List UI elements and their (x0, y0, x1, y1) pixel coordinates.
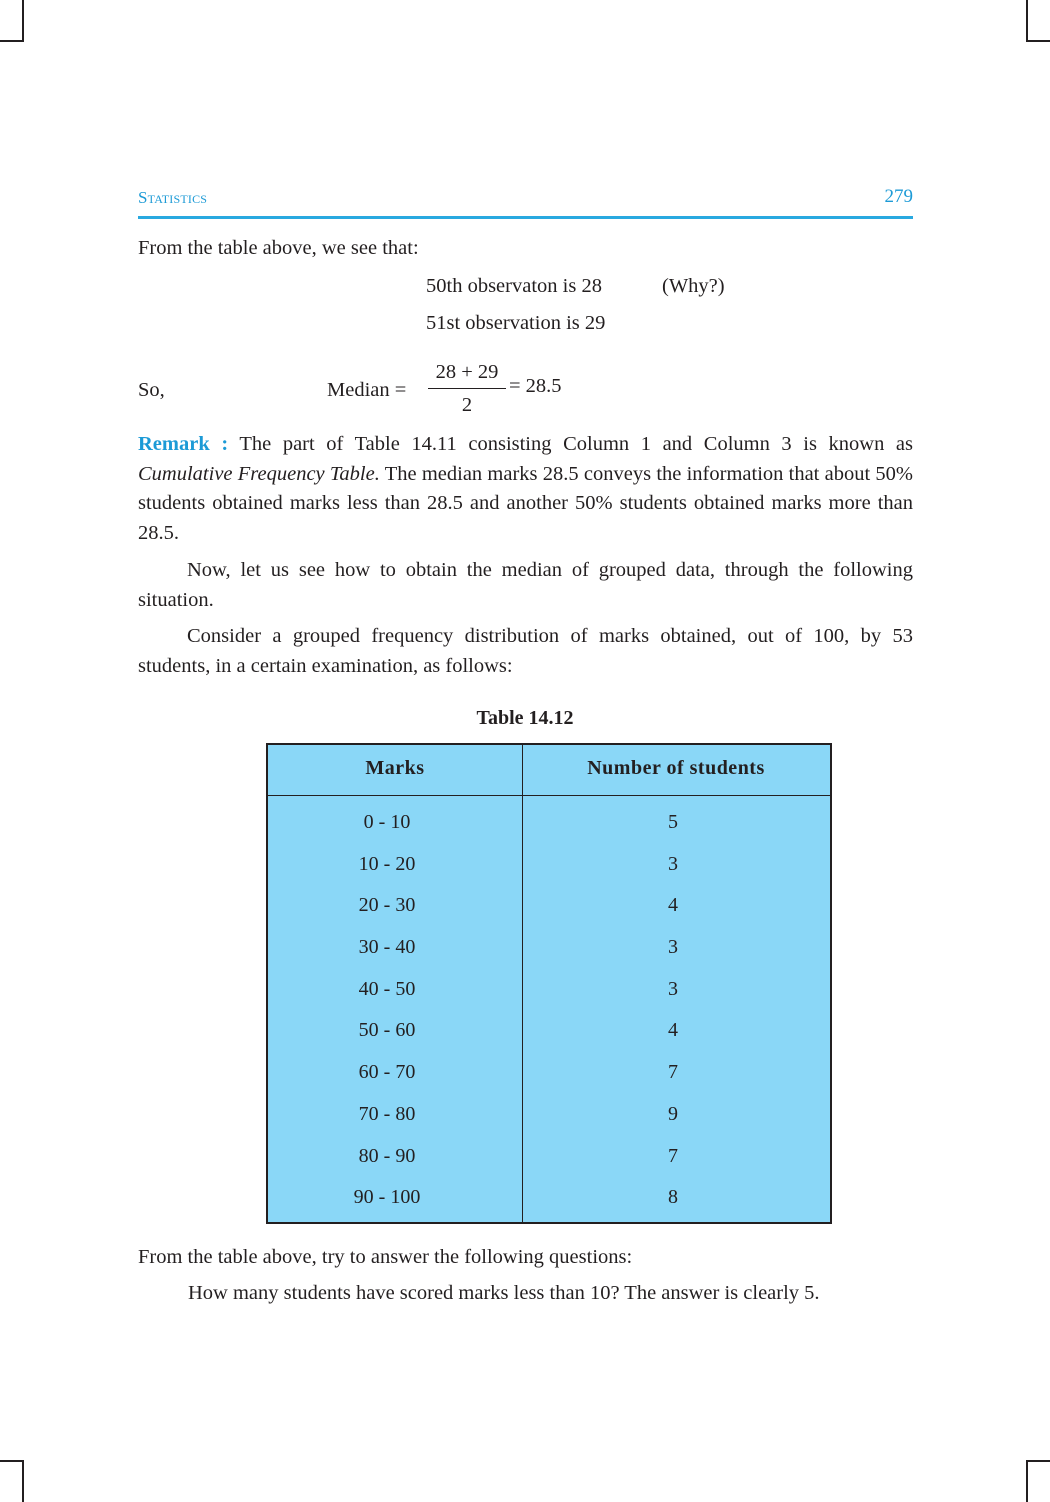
table-row (268, 807, 830, 849)
observation-51: 51st observation is 29 (426, 312, 606, 334)
students-cell: 4 (668, 1019, 678, 1042)
why-note: (Why?) (662, 275, 725, 297)
crop-mark-bottom-right (1026, 1460, 1050, 1502)
table-row (268, 932, 830, 974)
table-row (268, 849, 830, 891)
marks-cell: 30 - 40 (358, 936, 416, 959)
table-row (268, 1057, 830, 1099)
crop-mark-top-left (0, 0, 24, 42)
marks-cell: 60 - 70 (358, 1061, 416, 1084)
marks-cell: 90 - 100 (353, 1186, 421, 1209)
marks-cell: 10 - 20 (358, 852, 416, 875)
table-header-divider (268, 795, 830, 796)
students-cell: 9 (668, 1102, 678, 1125)
question-line: How many students have scored marks less than 10? The answer is clearly 5. (188, 1282, 820, 1304)
remark-paragraph (138, 430, 913, 548)
running-head: Statistics (138, 188, 208, 207)
crop-mark-top-right (1026, 0, 1050, 42)
after-table-line: From the table above, try to answer the following questions: (138, 1246, 633, 1268)
table-row (268, 890, 830, 932)
marks-cell: 80 - 90 (358, 1144, 416, 1167)
page-number: 279 (884, 186, 913, 207)
marks-cell: 70 - 80 (358, 1102, 416, 1125)
table-caption: Table 14.12 (476, 707, 574, 729)
students-cell: 4 (668, 894, 678, 917)
frequency-table (266, 743, 832, 1224)
remark-italic-term: Cumulative Frequency Table. (138, 462, 380, 485)
remark-text-2: The median marks 28.5 conveys the information that about 50% students obtained marks less than 28.5 and another 50% students obtained marks more than 28.5. (138, 462, 913, 544)
fraction-denominator: 2 (461, 394, 473, 416)
marks-cell: 40 - 50 (358, 977, 416, 1000)
table-row (268, 1141, 830, 1183)
page-header (138, 186, 913, 219)
marks-cell: 50 - 60 (358, 1019, 416, 1042)
marks-cell: 0 - 10 (363, 811, 411, 833)
students-cell: 7 (668, 1061, 678, 1084)
table-row (268, 1015, 830, 1057)
students-cell: 7 (668, 1144, 678, 1167)
remark-text-1: The part of Table 14.11 consisting Column 1 and Column 3 is known as (228, 433, 913, 455)
table-row (268, 1099, 830, 1141)
students-cell: 5 (668, 811, 678, 833)
table-body (268, 807, 830, 1224)
paragraph-consider: Consider a grouped frequency distribution of marks obtained, out of 100, by 53 students, in a certain examination, as follows: (138, 625, 913, 677)
paragraph-now: Now, let us see how to obtain the median of grouped data, through the following situation. (138, 559, 913, 611)
observation-50: 50th observaton is 28 (426, 275, 602, 297)
so-label: So, (138, 379, 165, 401)
crop-mark-bottom-left (0, 1460, 24, 1502)
students-cell: 8 (668, 1186, 678, 1209)
remark-label: Remark : (138, 433, 229, 455)
fraction-numerator: 28 + 29 (435, 361, 499, 383)
median-result: = 28.5 (509, 375, 562, 397)
fraction-bar (428, 388, 506, 389)
table-row (268, 974, 830, 1016)
table-header-students: Number of students (587, 757, 765, 779)
students-cell: 3 (668, 936, 678, 959)
table-header-marks: Marks (365, 757, 425, 779)
table-row (268, 1182, 830, 1224)
students-cell: 3 (668, 852, 678, 875)
intro-line: From the table above, we see that: (138, 237, 419, 259)
median-fraction (428, 358, 506, 419)
students-cell: 3 (668, 977, 678, 1000)
marks-cell: 20 - 30 (358, 894, 416, 917)
median-label: Median = (327, 379, 407, 401)
